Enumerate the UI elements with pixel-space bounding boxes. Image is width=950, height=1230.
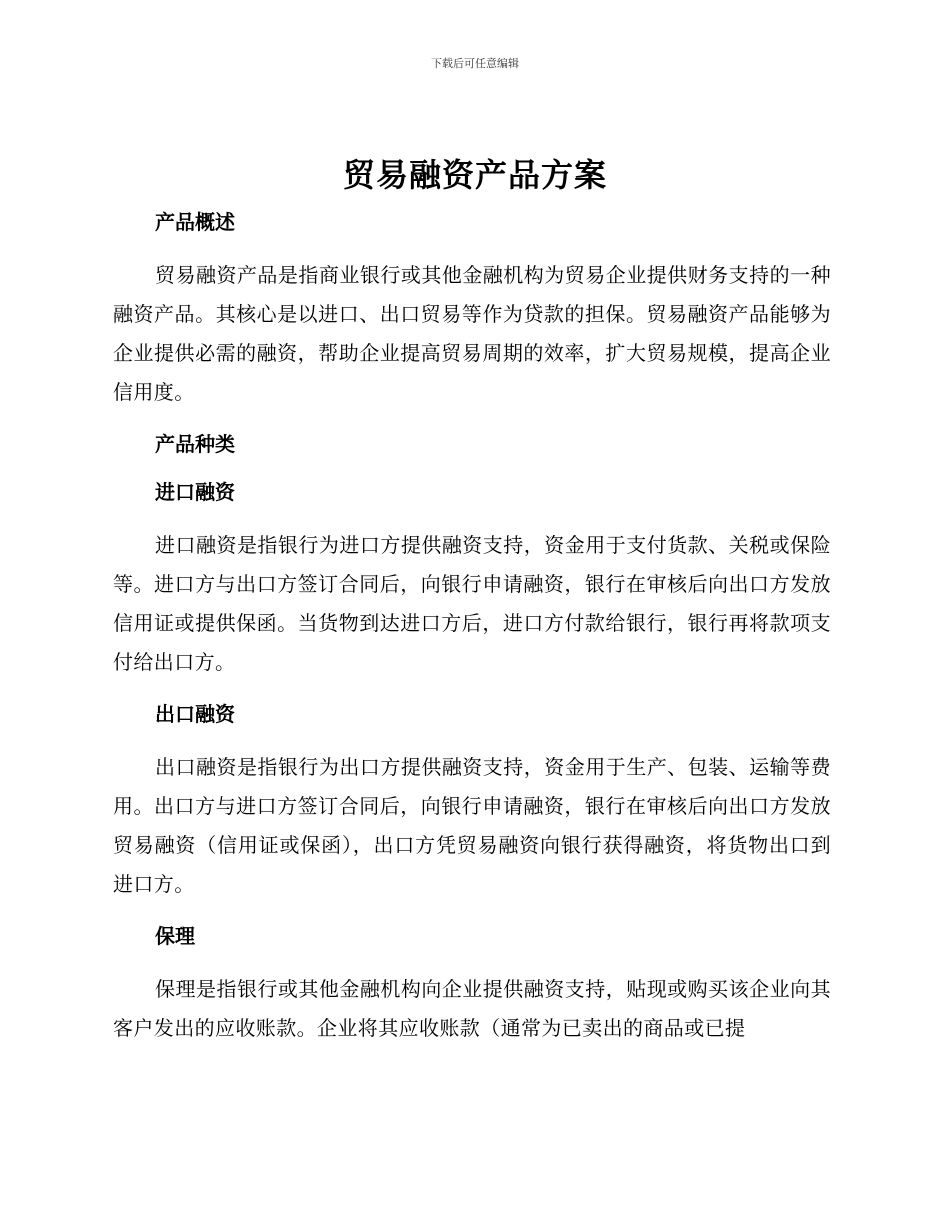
section-paragraph-import: 进口融资是指银行为进口方提供融资支持，资金用于支付货款、关税或保险等。进口方与出口方签订合同后，向银行申请融资，银行在审核后向出口方发放信用证或提供保函。当货物到达进口方后，进口方付款给银行，银行再将款项支付给出口方。 xyxy=(113,533,831,674)
document-body xyxy=(113,200,831,1066)
section-heading-factoring: 保理 xyxy=(155,924,195,948)
header-note: 下载后可任意编辑 xyxy=(431,57,519,70)
section-heading-export: 出口融资 xyxy=(155,702,235,726)
section-heading-types: 产品种类 xyxy=(155,432,235,456)
section-heading-overview: 产品概述 xyxy=(155,210,235,234)
section-paragraph-export: 出口融资是指银行为出口方提供融资支持，资金用于生产、包装、运输等费用。出口方与进口方签订合同后，向银行申请融资，银行在审核后向出口方发放贸易融资（信用证或保函），出口方凭贸易融资向银行获得融资，将货物出口到进口方。 xyxy=(113,755,831,896)
section-paragraph-overview: 贸易融资产品是指商业银行或其他金融机构为贸易企业提供财务支持的一种融资产品。其核心是以进口、出口贸易等作为贷款的担保。贸易融资产品能够为企业提供必需的融资，帮助企业提高贸易周期的效率，扩大贸易规模，提高企业信用度。 xyxy=(113,263,831,404)
section-paragraph-factoring: 保理是指银行或其他金融机构向企业提供融资支持，贴现或购买该企业向其客户发出的应收账款。企业将其应收账款（通常为已卖出的商品或已提 xyxy=(113,977,831,1040)
section-heading-import: 进口融资 xyxy=(155,480,235,504)
document-title: 贸易融资产品方案 xyxy=(342,156,607,194)
